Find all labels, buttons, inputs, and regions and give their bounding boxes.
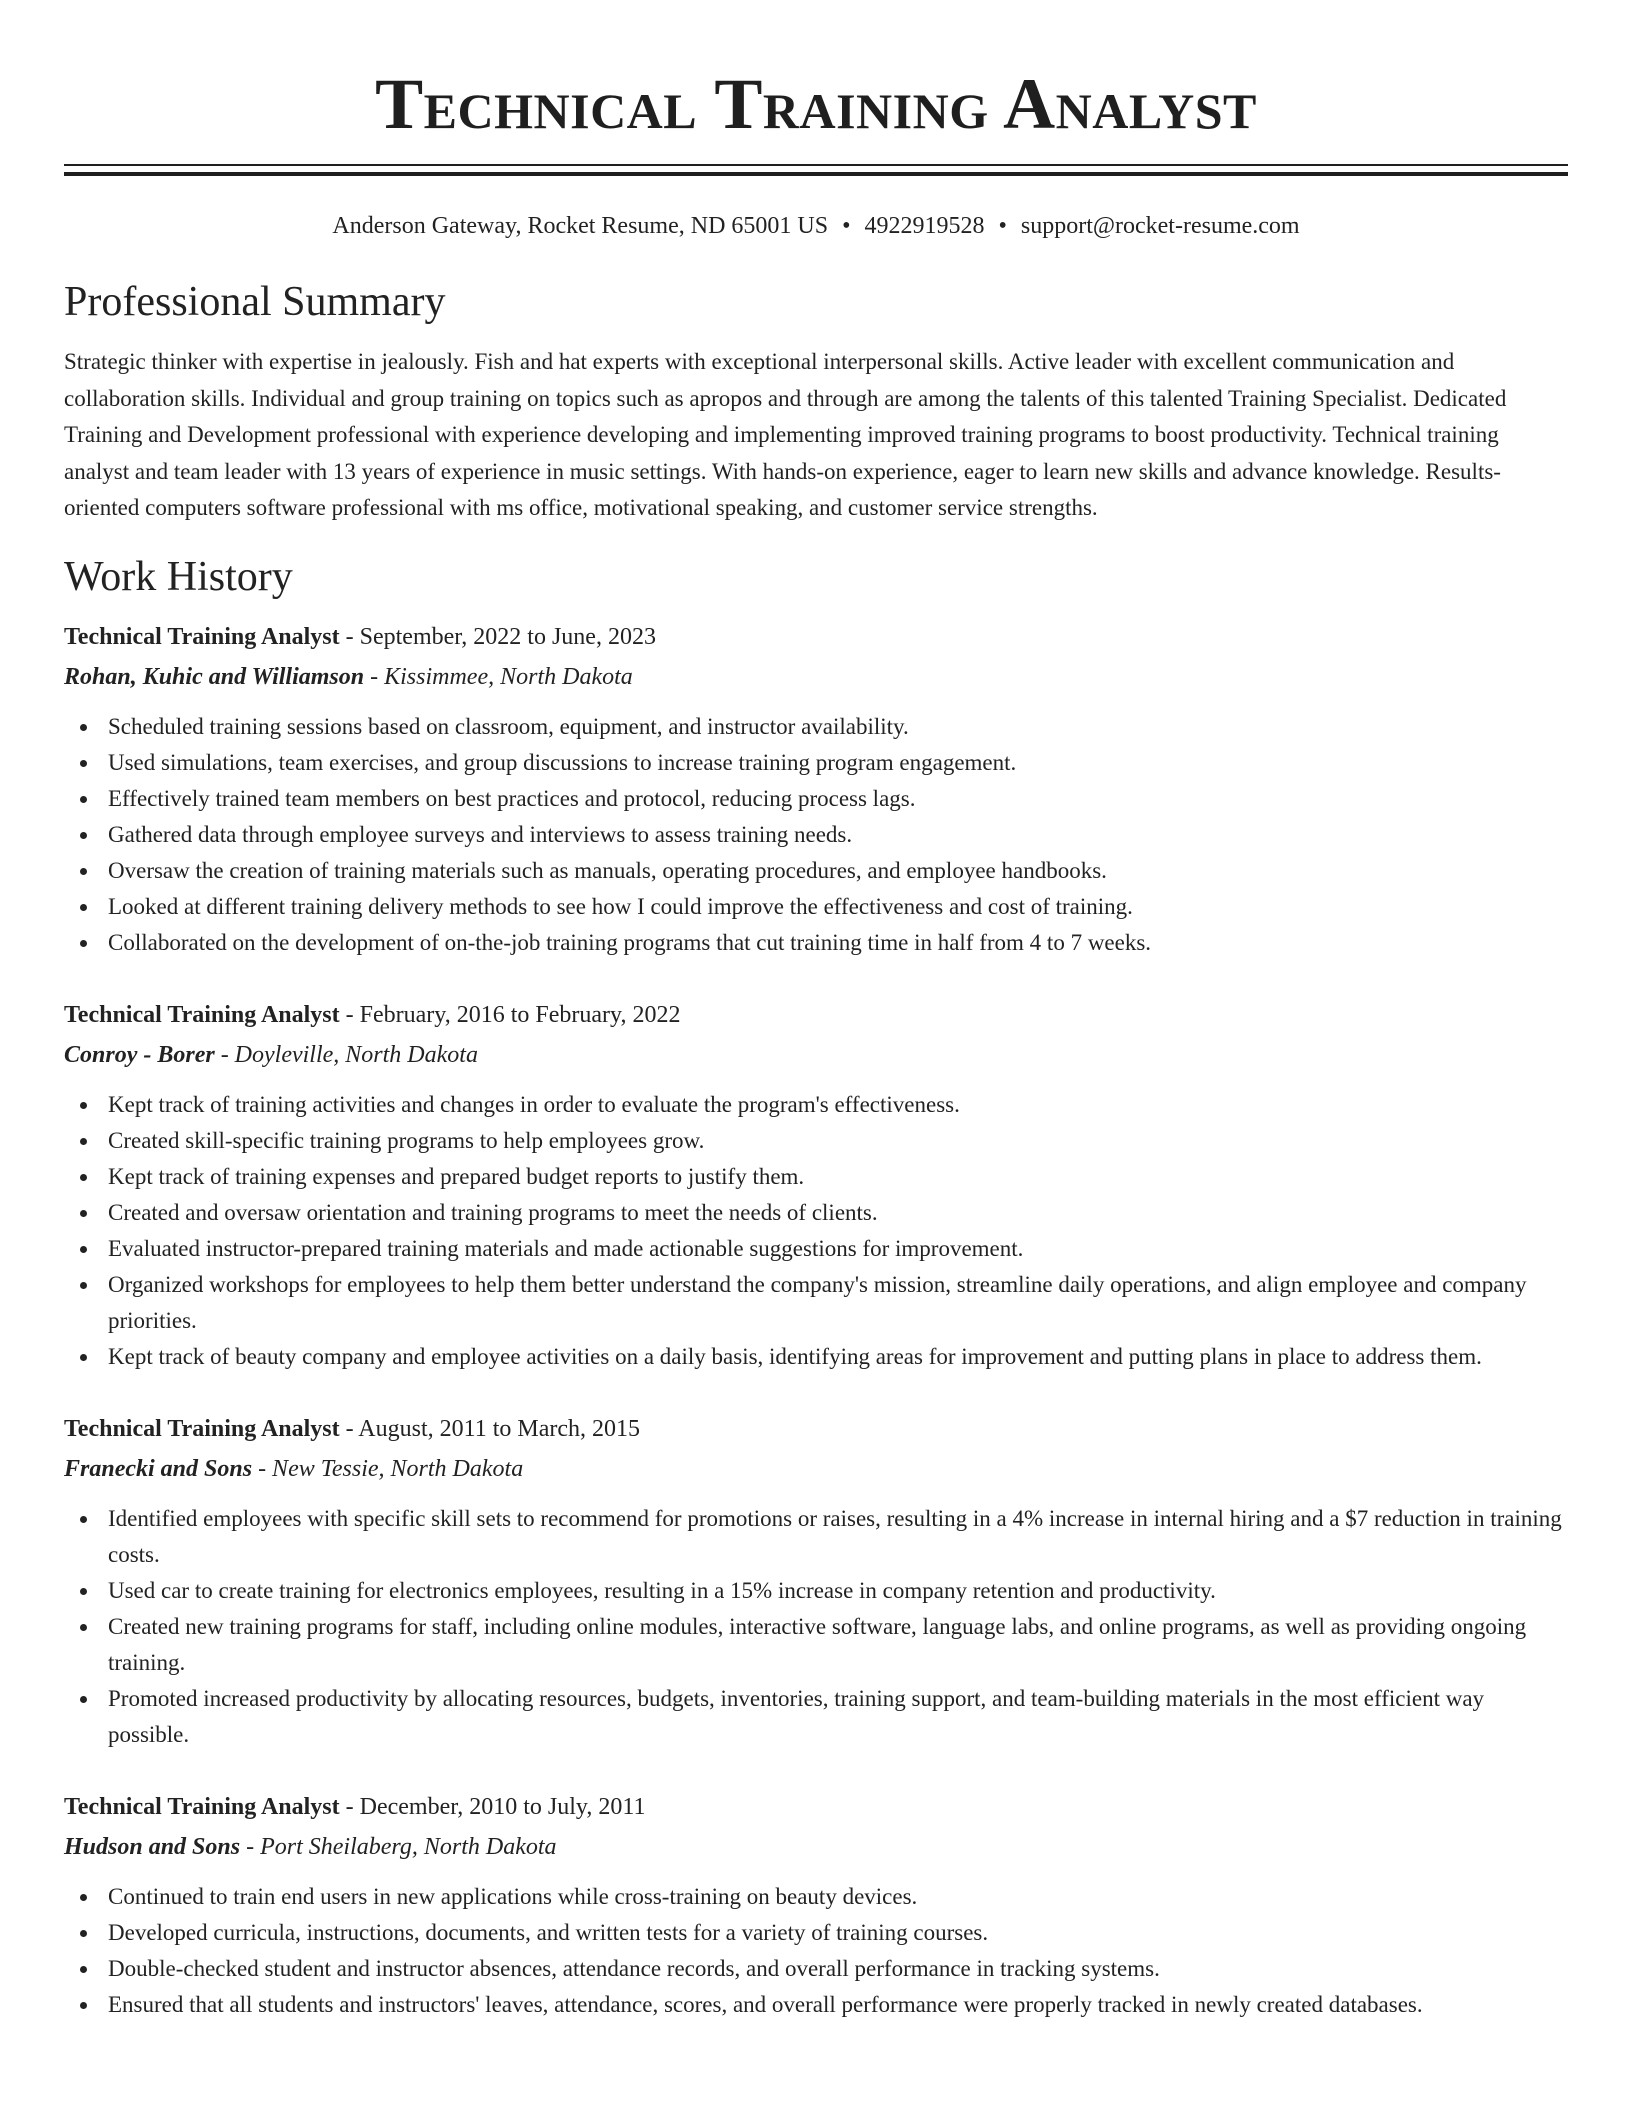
- company-location: - Port Sheilaberg, North Dakota: [240, 1833, 557, 1860]
- title-divider-thick: [64, 172, 1568, 176]
- job-dates: - September, 2022 to June, 2023: [339, 623, 656, 650]
- job-bullet-text: Continued to train end users in new applications while cross-training on beauty devices.: [108, 1883, 918, 1909]
- bullet-dot-icon: [80, 1894, 87, 1901]
- bullet-dot-icon: [80, 1588, 87, 1595]
- job-dates: - August, 2011 to March, 2015: [339, 1415, 641, 1442]
- job-bullet: [108, 1159, 1568, 1195]
- job-title-line: [64, 995, 1568, 1035]
- job-bullet: [108, 1231, 1568, 1267]
- company-line: [64, 1449, 1568, 1489]
- job-entry: [64, 617, 1568, 961]
- job-bullet: [108, 1951, 1568, 1987]
- job-bullet-text: Created and oversaw orientation and training programs to meet the needs of clients.: [108, 1199, 878, 1225]
- title-divider-thin: [64, 164, 1568, 166]
- contact-separator: •: [842, 213, 851, 239]
- bullet-dot-icon: [80, 1246, 87, 1253]
- job-bullet-text: Identified employees with specific skill sets to recommend for promotions or raises, resulting in a 4% increase in internal hiring and a $7 reduction in training costs.: [108, 1505, 1562, 1567]
- job-bullet: [108, 1339, 1568, 1375]
- bullet-dot-icon: [80, 1516, 87, 1523]
- bullet-dot-icon: [80, 868, 87, 875]
- job-bullet-text: Kept track of training expenses and prepared budget reports to justify them.: [108, 1163, 805, 1189]
- bullet-dot-icon: [80, 1966, 87, 1973]
- job-bullet-text: Used simulations, team exercises, and group discussions to increase training program engagement.: [108, 749, 1017, 775]
- job-bullet: [108, 853, 1568, 889]
- job-bullet-text: Kept track of beauty company and employee activities on a daily basis, identifying areas for improvement and putting plans in place to address them.: [108, 1343, 1482, 1369]
- company-location: - New Tessie, North Dakota: [252, 1455, 524, 1482]
- summary-heading: Professional Summary: [64, 279, 446, 325]
- bullet-dot-icon: [80, 1174, 87, 1181]
- company-line: [64, 1827, 1568, 1867]
- job-bullet: [108, 1987, 1568, 2023]
- job-bullet-list: [64, 1087, 1568, 1375]
- job-title-line: [64, 1787, 1568, 1827]
- bullet-dot-icon: [80, 832, 87, 839]
- job-bullet: [108, 1915, 1568, 1951]
- job-bullet: [108, 745, 1568, 781]
- contact-address: Anderson Gateway, Rocket Resume, ND 65001 US: [332, 213, 829, 239]
- job-bullet-list: [64, 1501, 1568, 1753]
- job-bullet-text: Evaluated instructor-prepared training materials and made actionable suggestions for improvement.: [108, 1235, 1024, 1261]
- job-bullet: [108, 1879, 1568, 1915]
- contact-email: support@rocket-resume.com: [1020, 213, 1300, 239]
- job-bullet-text: Used car to create training for electronics employees, resulting in a 15% increase in company retention and productivity.: [108, 1577, 1216, 1603]
- bullet-dot-icon: [80, 904, 87, 911]
- job-bullet: [108, 889, 1568, 925]
- bullet-dot-icon: [80, 796, 87, 803]
- job-entry: [64, 1787, 1568, 2023]
- job-bullet-text: Kept track of training activities and changes in order to evaluate the program's effectiveness.: [108, 1091, 960, 1117]
- job-bullet-text: Collaborated on the development of on-the-job training programs that cut training time in half from 4 to 7 weeks.: [108, 929, 1152, 955]
- job-bullet-text: Gathered data through employee surveys and interviews to assess training needs.: [108, 821, 853, 847]
- resume-title: Technical Training Analyst: [375, 64, 1257, 144]
- job-dates: - February, 2016 to February, 2022: [339, 1001, 681, 1028]
- job-bullet-text: Organized workshops for employees to help them better understand the company's mission, streamline daily operations, and align employee and company priorities.: [108, 1271, 1527, 1333]
- job-bullet-list: [64, 1879, 1568, 2023]
- job-bullet: [108, 1501, 1568, 1573]
- job-bullet: [108, 781, 1568, 817]
- job-bullet-text: Oversaw the creation of training materials such as manuals, operating procedures, and employee handbooks.: [108, 857, 1107, 883]
- job-bullet: [108, 925, 1568, 961]
- contact-line: [64, 210, 1568, 242]
- job-title: Technical Training Analyst: [64, 1415, 340, 1442]
- job-title: Technical Training Analyst: [64, 623, 340, 650]
- job-dates: - December, 2010 to July, 2011: [339, 1793, 646, 1820]
- job-title: Technical Training Analyst: [64, 1793, 340, 1820]
- job-bullet-text: Scheduled training sessions based on classroom, equipment, and instructor availability.: [108, 713, 909, 739]
- job-bullet-text: Promoted increased productivity by allocating resources, budgets, inventories, training support, and team-building materials in the most efficient way possible.: [108, 1685, 1485, 1747]
- job-bullet-text: Created new training programs for staff, including online modules, interactive software, language labs, and online programs, as well as providing ongoing training.: [108, 1613, 1527, 1675]
- job-entry: [64, 995, 1568, 1375]
- company-name: Rohan, Kuhic and Williamson: [64, 663, 365, 690]
- job-bullet: [108, 709, 1568, 745]
- job-title-line: [64, 1409, 1568, 1449]
- bullet-dot-icon: [80, 1354, 87, 1361]
- bullet-dot-icon: [80, 1624, 87, 1631]
- job-bullet: [108, 1573, 1568, 1609]
- job-bullet-text: Looked at different training delivery methods to see how I could improve the effectiveness and cost of training.: [108, 893, 1133, 919]
- job-bullet: [108, 1123, 1568, 1159]
- bullet-dot-icon: [80, 760, 87, 767]
- company-name: Franecki and Sons: [64, 1455, 253, 1482]
- contact-phone: 4922919528: [864, 213, 985, 239]
- company-line: [64, 1035, 1568, 1075]
- job-title-line: [64, 617, 1568, 657]
- bullet-dot-icon: [80, 1930, 87, 1937]
- job-bullet: [108, 1195, 1568, 1231]
- company-location: - Kissimmee, North Dakota: [364, 663, 633, 690]
- job-bullet: [108, 1681, 1568, 1753]
- work-history-list: [64, 617, 1568, 2023]
- job-bullet-text: Effectively trained team members on best practices and protocol, reducing process lags.: [108, 785, 916, 811]
- bullet-dot-icon: [80, 1696, 87, 1703]
- job-bullet-text: Developed curricula, instructions, documents, and written tests for a variety of training courses.: [108, 1919, 989, 1945]
- contact-separator: •: [998, 213, 1007, 239]
- bullet-dot-icon: [80, 1138, 87, 1145]
- job-title: Technical Training Analyst: [64, 1001, 340, 1028]
- company-name: Conroy - Borer: [64, 1041, 215, 1068]
- bullet-dot-icon: [80, 940, 87, 947]
- job-bullet-list: [64, 709, 1568, 961]
- job-bullet: [108, 817, 1568, 853]
- job-bullet-text: Ensured that all students and instructors' leaves, attendance, scores, and overall performance were properly tracked in newly created databases.: [108, 1991, 1423, 2017]
- job-bullet: [108, 1087, 1568, 1123]
- job-bullet: [108, 1609, 1568, 1681]
- bullet-dot-icon: [80, 724, 87, 731]
- job-bullet-text: Double-checked student and instructor absences, attendance records, and overall performance in tracking systems.: [108, 1955, 1160, 1981]
- job-bullet-text: Created skill-specific training programs to help employees grow.: [108, 1127, 705, 1153]
- bullet-dot-icon: [80, 1210, 87, 1217]
- company-name: Hudson and Sons: [64, 1833, 241, 1860]
- job-entry: [64, 1409, 1568, 1753]
- job-bullet: [108, 1267, 1568, 1339]
- work-history-heading: Work History: [64, 553, 293, 600]
- bullet-dot-icon: [80, 2002, 87, 2009]
- company-location: - Doyleville, North Dakota: [214, 1041, 478, 1068]
- summary-text: Strategic thinker with expertise in jealously. Fish and hat experts with exceptional interpersonal skills. Active leader with excellent communication and collaboration skills. Individual and group training on topics such as apropos and through are among the talents of this talented Training Specialist. Dedicated Training and Development professional with experience developing and implementing improved training programs to boost productivity. Technical training analyst and team leader with 13 years of experience in music settings. With hands-on experience, eager to learn new skills and advance knowledge. Results-oriented computers software professional with ms office, motivational speaking, and customer service strengths.: [64, 349, 1507, 520]
- company-line: [64, 657, 1568, 697]
- bullet-dot-icon: [80, 1102, 87, 1109]
- bullet-dot-icon: [80, 1282, 87, 1289]
